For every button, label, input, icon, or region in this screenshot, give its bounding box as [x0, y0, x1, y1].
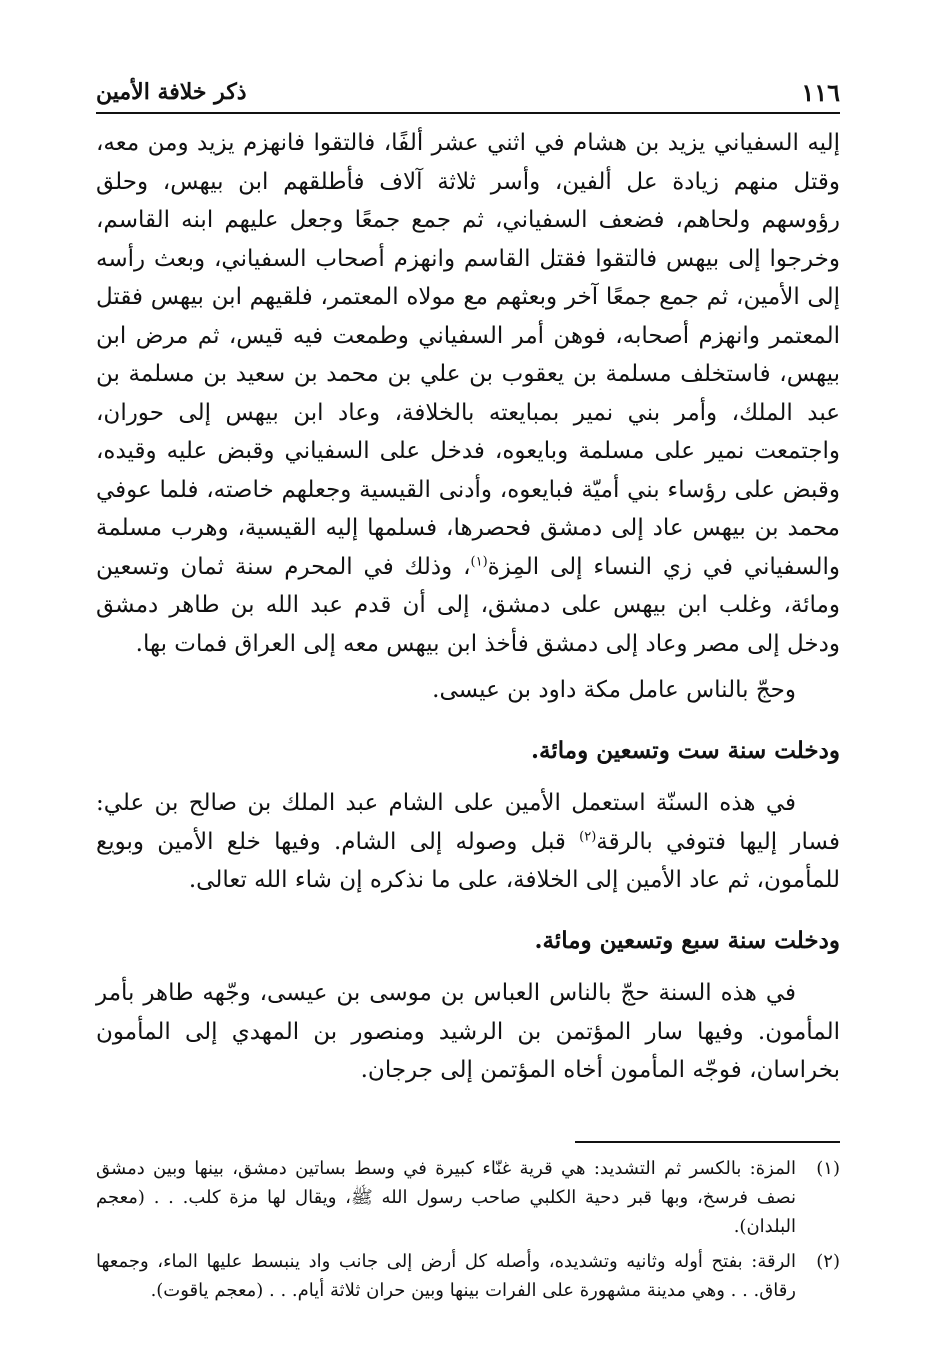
footnote-number: (١)	[816, 1158, 840, 1179]
footnote-text: المزة: بالكسر ثم التشديد: هي قرية غنّاء كبيرة في وسط بساتين دمشق، بينها وبين دمشق نصف فرسخ، وبها قبر دحية الكلبي صاحب رسول الله ﷺ، ويقال لها مزة كلب. . . (معجم البلدان).	[96, 1158, 796, 1237]
footnote-number: (٢)	[816, 1251, 840, 1272]
footnote-1	[96, 1154, 840, 1241]
footnote-ref-2[interactable]: (٢)	[579, 828, 597, 844]
main-text	[96, 124, 840, 1090]
paragraph-text: ، وذلك في المحرم سنة ثمان وتسعين ومائة، وغلب ابن بيهس على دمشق، إلى أن قدم عبد الله بن طاهر دمشق ودخل إلى مصر وعاد إلى دمشق فأخذ ابن بيهس معه إلى العراق فمات بها.	[96, 553, 840, 657]
heading-year-196: ودخلت سنة ست وتسعين ومائة.	[531, 736, 840, 764]
footnote-2	[96, 1247, 840, 1305]
footnotes	[96, 1154, 840, 1311]
paragraph-text: قبل وصوله إلى الشام. وفيها خلع الأمين وبويع للمأمون، ثم عاد الأمين إلى الخلافة، على ما نذكره إن شاء الله تعالى.	[96, 828, 840, 893]
running-title: ذكر خلافة الأمين	[96, 79, 247, 105]
paragraph-year-196	[96, 784, 840, 900]
page-header	[96, 72, 840, 114]
paragraph-ibn-bayhas	[96, 124, 840, 663]
heading-year-197: ودخلت سنة سبع وتسعين ومائة.	[534, 926, 840, 954]
footnote-separator	[575, 1141, 840, 1143]
paragraph-text: في هذه السنّة استعمل الأمين على الشام عبد الملك بن صالح بن علي: فسار إليها فتوفي بالرقة	[96, 790, 840, 855]
page-number: ١١٦	[801, 77, 840, 107]
paragraph-hajj-195: وحجّ بالناس عامل مكة داود بن عيسى.	[432, 677, 796, 703]
paragraph-year-197: في هذه السنة حجّ بالناس العباس بن موسى بن عيسى، وجّهه طاهر بأمر المأمون. وفيها سار المؤتمن بن الرشيد ومنصور بن المهدي إلى المأمون بخراسان، فوجّه المأمون أخاه المؤتمن إلى جرجان.	[96, 980, 840, 1083]
footnote-ref-1[interactable]: (١)	[470, 553, 488, 569]
paragraph-text: إليه السفياني يزيد بن هشام في اثني عشر ألفًا، فالتقوا فانهزم يزيد ومن معه، وقتل منهم زيادة عل ألفين، وأسر ثلاثة آلاف فأطلقهم ابن بيهس، وحلق رؤوسهم ولحاهم، فضعف السفياني، ثم جمع جمعًا وجعل عليهم ابنه القاسم، وخرجوا إلى بيهس فالتقوا فقتل القاسم وانهزم أصحاب السفياني، وبعث رأسه إلى الأمين، ثم جمع جمعًا آخر وبعثهم مع مولاه المعتمر، فلقيهم ابن بيهس فقتل المعتمر وانهزم أصحابه، فوهن أمر السفياني وطمعت فيه قيس، ثم مرض ابن بيهس، فاستخلف مسلمة بن يعقوب بن علي بن محمد بن سعيد بن مسلمة بن عبد الملك، وأمر بني نمير بمبايعته بالخلافة، وعاد ابن بيهس إلى حوران، واجتمعت نمير على مسلمة وبايعوه، فدخل على السفياني وقبض عليه وقيده، وقبض على رؤساء بني أميّة فبايعوه، وأدنى القيسية وجعلهم خاصته، فلما عوفي محمد بن بيهس عاد إلى دمشق فحصرها، فسلمها إليه القيسية، وهرب مسلمة والسفياني في زي النساء إلى المِزة	[96, 130, 840, 580]
footnote-text: الرقة: بفتح أوله وثانيه وتشديده، وأصله كل أرض إلى جانب واد ينبسط عليها الماء، وجمعها رقاق. . . وهي مدينة مشهورة على الفرات بينها وبين حران ثلاثة أيام. . . (معجم ياقوت).	[96, 1251, 796, 1301]
